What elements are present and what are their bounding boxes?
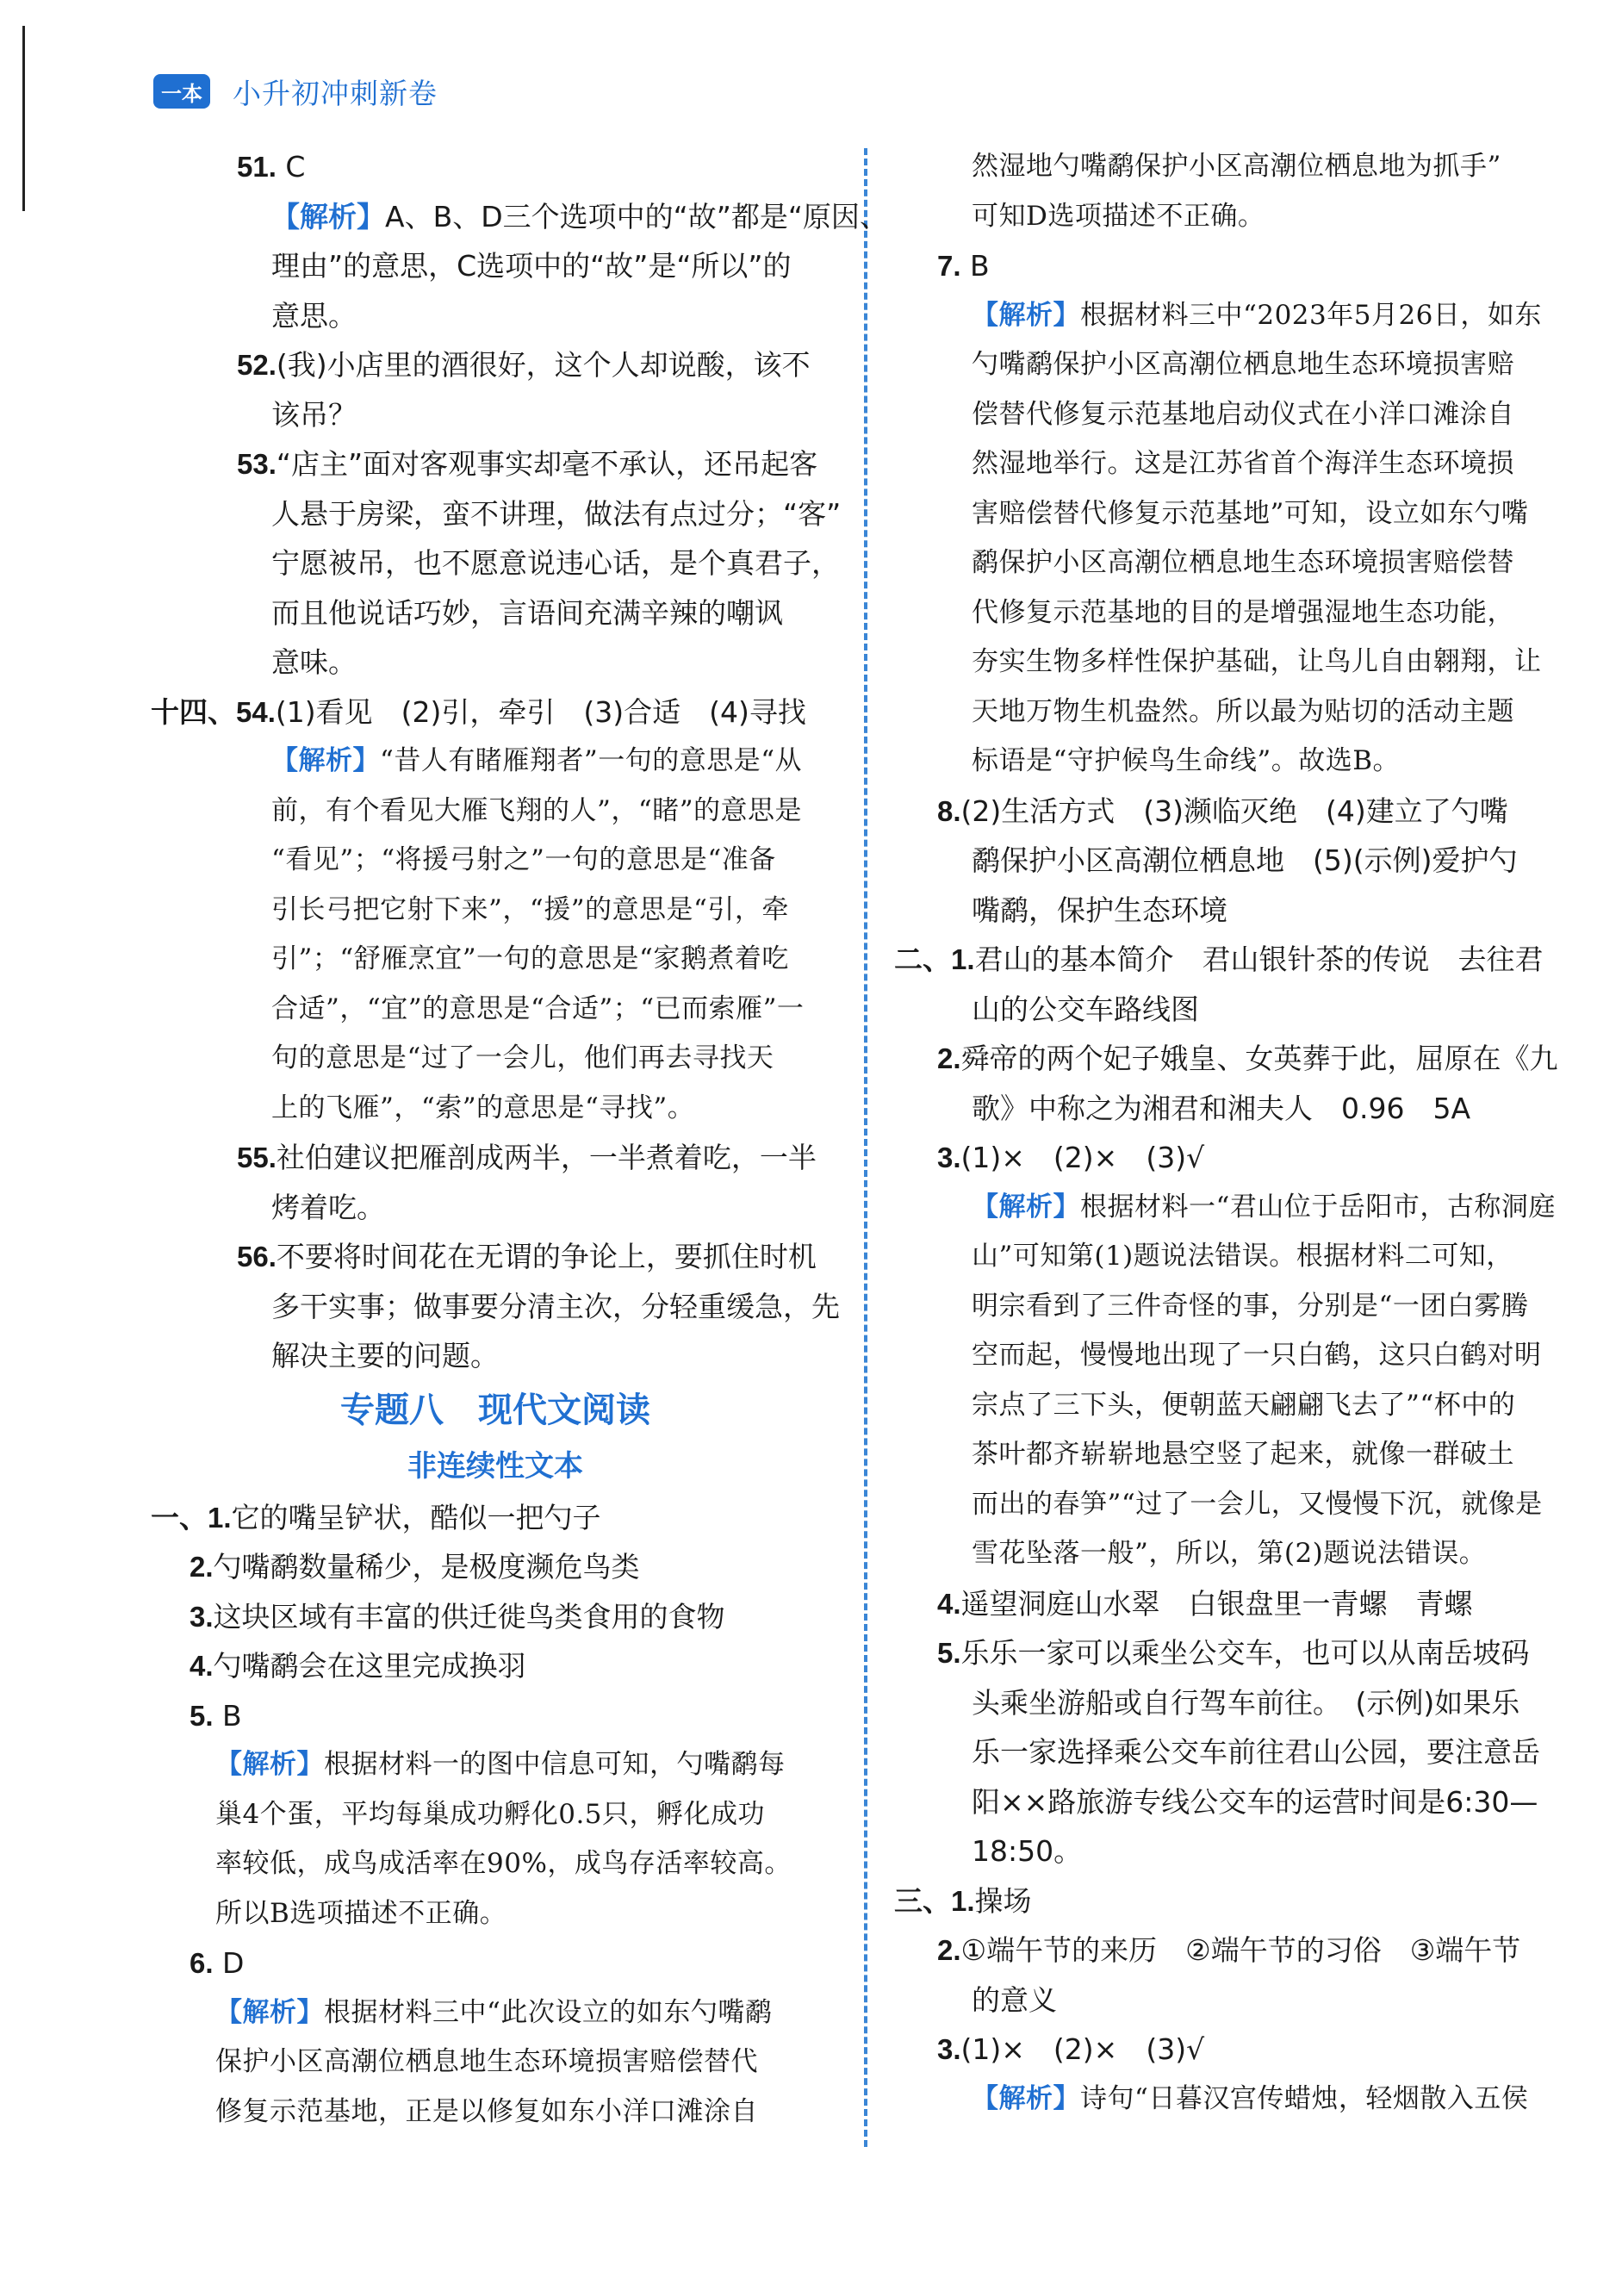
line-text: 勺嘴鹬会在这里完成换羽 [213, 1649, 526, 1683]
text-line [886, 1133, 1575, 1183]
text-line [886, 1628, 1575, 1678]
line-text: 多干实事；做事要分清主次，分轻重缓急，先 [271, 1289, 840, 1323]
text-line [886, 2075, 1575, 2125]
line-text: 乐乐一家可以乘坐公交车，也可以从南岳坡码 [960, 1636, 1530, 1670]
text-line [151, 1988, 840, 2038]
line-text: 根据材料三中“此次设立的如东勺嘴鹬 [324, 1996, 773, 2028]
question-number: 52. [237, 349, 277, 381]
text-line [886, 2025, 1575, 2075]
line-text: 解决主要的问题。 [271, 1339, 499, 1372]
text-line [886, 985, 1575, 1035]
line-text: 保护小区高潮位栖息地生态环境损害赔偿替代 [215, 2046, 758, 2077]
text-line [151, 1641, 840, 1691]
line-text: 烤着吃。 [271, 1190, 385, 1224]
page-edge-line [22, 26, 25, 211]
text-line [886, 1678, 1575, 1728]
question-number: 2. [190, 1551, 214, 1583]
series-title: 小升初冲刺新卷 [233, 76, 438, 110]
text-line [886, 1727, 1575, 1777]
line-text: C [276, 150, 306, 184]
text-line [151, 1034, 840, 1084]
question-number: 6. [190, 1947, 214, 1979]
line-text: 嘴鹬，保护生态环境 [972, 893, 1227, 927]
text-line [151, 787, 840, 837]
text-line [886, 836, 1575, 886]
line-text: B [213, 1698, 242, 1733]
line-text: 18:50。 [972, 1834, 1083, 1868]
text-line [151, 886, 840, 936]
text-line [151, 985, 840, 1035]
line-text: 而出的春笋”“过了一会儿，又慢慢下沉，就像是 [972, 1488, 1543, 1520]
text-line [151, 1084, 840, 1134]
text-line [886, 390, 1575, 440]
line-text: 这块区域有丰富的供迁徙鸟类食用的食物 [213, 1599, 725, 1633]
text-line [886, 538, 1575, 588]
question-number: 十四、54. [151, 695, 276, 728]
line-text: 引长弓把它射下来”，“援”的意思是“引，牵 [271, 893, 789, 925]
text-line [151, 1331, 840, 1381]
line-text: 句的意思是“过了一会儿，他们再去寻找天 [271, 1042, 774, 1073]
line-text: 宁愿被吊，也不愿意说违心话，是个真君子， [271, 546, 840, 580]
text-line [151, 489, 840, 539]
text-line [886, 192, 1575, 242]
line-text: 歌》中称之为湘君和湘夫人 0.96 5A [972, 1091, 1471, 1125]
text-line [151, 2088, 840, 2137]
question-number: 二、1. [894, 943, 975, 975]
line-text: 山”可知第(1)题说法错误。根据材料二可知， [972, 1241, 1513, 1272]
text-line [151, 1740, 840, 1790]
question-number: 3. [937, 2033, 961, 2065]
text-line [886, 340, 1575, 390]
text-line [151, 142, 840, 192]
line-text: 遥望洞庭山水翠 白银盘里一青螺 青螺 [960, 1586, 1473, 1621]
line-text: “店主”面对客观事实却毫不承认，还吊起客 [276, 447, 818, 481]
text-line [886, 787, 1575, 837]
line-text: 阳××路旅游专线公交车的运营时间是6:30— [972, 1784, 1538, 1819]
text-line [886, 1183, 1575, 1233]
line-text: 宗点了三下头，便朝蓝天翩翩飞去了”“杯中的 [972, 1389, 1516, 1421]
question-number: 53. [237, 448, 277, 480]
line-text: 夯实生物多样性保护基础，让鸟儿自由翱翔，让 [972, 646, 1542, 677]
line-text: 茶叶都齐崭崭地悬空竖了起来，就像一群破土 [972, 1439, 1514, 1470]
line-text: 而且他说话巧妙，言语间充满辛辣的嘲讽 [271, 595, 783, 630]
line-text: 鹬保护小区高潮位栖息地 (5)(示例)爱护勺 [972, 843, 1518, 877]
analysis-tag: 【解析】 [271, 745, 380, 776]
question-number: 55. [237, 1142, 277, 1173]
line-text: 意思。 [271, 298, 357, 333]
analysis-tag: 【解析】 [271, 199, 385, 233]
text-line [886, 1579, 1575, 1629]
text-line [151, 1183, 840, 1233]
line-text: 的意义 [972, 1982, 1057, 2017]
question-number: 7. [937, 250, 961, 282]
text-line [886, 489, 1575, 539]
analysis-tag: 【解析】 [215, 1996, 324, 2028]
text-line [151, 291, 840, 341]
text-line [151, 935, 840, 985]
text-line [886, 1282, 1575, 1332]
text-line [151, 241, 840, 291]
line-text: 巢4个蛋，平均每巢成功孵化0.5只，孵化成功 [215, 1798, 766, 1830]
line-text: 天地万物生机盎然。所以最为贴切的活动主题 [972, 695, 1514, 727]
text-line [151, 1542, 840, 1592]
line-text: 该吊？ [271, 397, 357, 432]
text-line [151, 1938, 840, 1988]
section-subheading: 非连续性文本 [407, 1448, 583, 1484]
line-text: (2)生活方式 (3)濒临灭绝 (4)建立了勺嘴 [960, 793, 1508, 828]
section-heading: 专题八 现代文阅读 [340, 1390, 650, 1430]
line-text: 所以B选项描述不正确。 [215, 1897, 507, 1929]
question-number: 2. [937, 1934, 961, 1966]
line-text: 偿替代修复示范基地启动仪式在小洋口滩涂自 [972, 398, 1514, 430]
line-text: 鹬保护小区高潮位栖息地生态环境损害赔偿替 [972, 547, 1514, 578]
line-text: 合适”，“宜”的意思是“合适”；“已而索雁”一 [271, 992, 805, 1024]
text-line [151, 588, 840, 638]
line-text: (1)× (2)× (3)√ [960, 1141, 1205, 1174]
text-line [886, 1034, 1575, 1084]
question-number: 56. [237, 1241, 277, 1272]
line-text: A、B、D三个选项中的“故”都是“原因、 [385, 199, 888, 233]
text-line [151, 638, 840, 688]
question-number: 5. [190, 1699, 214, 1732]
line-text: 率较低，成鸟成活率在90%，成鸟存活率较高。 [215, 1848, 792, 1879]
analysis-tag: 【解析】 [972, 299, 1080, 331]
text-line [151, 1282, 840, 1332]
text-line [151, 1232, 840, 1282]
line-text: 然湿地举行。这是江苏省首个海洋生态环境损 [972, 448, 1514, 479]
text-line [886, 737, 1575, 787]
question-number: 8. [937, 794, 961, 827]
line-text: 社伯建议把雁剖成两半，一半煮着吃，一半 [276, 1141, 817, 1174]
question-number: 3. [937, 1142, 961, 1173]
line-text: 害赔偿替代修复示范基地”可知，设立如东勺嘴 [972, 497, 1529, 529]
line-text: 舜帝的两个妃子娥皇、女英葬于此，屈原在《九 [960, 1042, 1558, 1075]
line-text: 前，有个看见大雁飞翔的人”，“睹”的意思是 [271, 794, 803, 826]
text-line [886, 1876, 1575, 1926]
text-line [886, 1331, 1575, 1381]
line-text: 诗句“日暮汉宫传蜡烛，轻烟散入五侯 [1080, 2082, 1529, 2114]
text-line [151, 1839, 840, 1889]
text-line [151, 688, 840, 737]
text-line [886, 291, 1575, 341]
text-line [886, 1480, 1575, 1530]
text-line [886, 1430, 1575, 1480]
line-text: 修复示范基地，正是以修复如东小洋口滩涂自 [215, 2095, 758, 2127]
line-text: “昔人有睹雁翔者”一句的意思是“从 [380, 745, 803, 776]
text-line [886, 638, 1575, 688]
text-line [886, 1381, 1575, 1431]
page-header [153, 71, 438, 112]
text-line [886, 588, 1575, 638]
line-text: 根据材料三中“2023年5月26日，如东 [1080, 299, 1542, 331]
question-number: 3. [190, 1600, 214, 1633]
line-text: B [960, 249, 990, 283]
line-text: 人悬于房梁，蛮不讲理，做法有点过分；“客” [271, 496, 842, 531]
line-text: (1)× (2)× (3)√ [960, 2032, 1205, 2066]
text-line [886, 1826, 1575, 1876]
text-line [886, 1232, 1575, 1282]
line-text: 代修复示范基地的目的是增强湿地生态功能， [972, 596, 1514, 628]
text-line [151, 2038, 840, 2088]
line-text: 雪花坠落一般”，所以，第(2)题说法错误。 [972, 1538, 1487, 1569]
text-line [151, 340, 840, 390]
line-text: 君山的基本简介 君山银针茶的传说 去往君 [974, 943, 1544, 976]
line-text: 根据材料一的图中信息可知，勺嘴鹬每 [324, 1749, 786, 1780]
publisher-logo: 一本 [153, 74, 210, 109]
line-text: 引”；“舒雁烹宜”一句的意思是“家鹅煮着吃 [271, 943, 789, 974]
line-text: 山的公交车路线图 [972, 992, 1199, 1026]
text-line [151, 836, 840, 886]
line-text: D [213, 1946, 245, 1980]
line-text: (我)小店里的酒很好，这个人却说酸，该不 [276, 348, 811, 382]
question-number: 三、1. [894, 1884, 975, 1917]
text-line [151, 1493, 840, 1543]
line-text: 勺嘴鹬保护小区高潮位栖息地生态环境损害赔 [972, 349, 1514, 380]
line-text: 勺嘴鹬数量稀少，是极度濒危鸟类 [213, 1550, 640, 1584]
text-line [151, 1691, 840, 1741]
text-line [151, 538, 840, 588]
text-line [886, 241, 1575, 291]
line-text: 意味。 [271, 645, 357, 679]
text-line [886, 886, 1575, 936]
text-line [886, 1777, 1575, 1827]
text-line [886, 688, 1575, 737]
line-text: 空而起，慢慢地出现了一只白鹤，这只白鹤对明 [972, 1340, 1542, 1371]
question-number: 一、1. [151, 1501, 232, 1534]
text-line [151, 1592, 840, 1642]
line-text: 理由”的意思，C选项中的“故”是“所以”的 [271, 249, 792, 283]
line-text: 可知D选项描述不正确。 [972, 200, 1265, 232]
left-column [151, 142, 888, 2137]
text-line [151, 192, 888, 242]
analysis-tag: 【解析】 [215, 1749, 324, 1780]
text-line [151, 390, 840, 440]
line-text: ①端午节的来历 ②端午节的习俗 ③端午节 [960, 1933, 1521, 1967]
question-number: 2. [937, 1042, 961, 1074]
line-text: (1)看见 (2)引，牵引 (3)合适 (4)寻找 [275, 694, 806, 729]
text-line [886, 1529, 1575, 1579]
line-text: 不要将时间花在无谓的争论上，要抓住时机 [276, 1240, 817, 1273]
text-line [151, 1790, 840, 1840]
text-line [886, 142, 1575, 192]
analysis-tag: 【解析】 [972, 2082, 1080, 2114]
line-text: 头乘坐游船或自行驾车前往。 (示例)如果乐 [972, 1685, 1520, 1720]
analysis-tag: 【解析】 [972, 1191, 1080, 1223]
question-number: 4. [190, 1650, 214, 1682]
line-text: 然湿地勺嘴鹬保护小区高潮位栖息地为抓手” [972, 151, 1501, 182]
text-line [886, 1976, 1575, 2025]
line-text: 明宗看到了三件奇怪的事，分别是“一团白雾腾 [972, 1290, 1529, 1322]
question-number: 5. [937, 1637, 961, 1669]
question-number: 51. [237, 151, 277, 183]
line-text: 上的飞雁”，“索”的意思是“寻找”。 [271, 1092, 695, 1123]
line-text: 它的嘴呈铲状，酷似一把勺子 [231, 1500, 601, 1534]
line-text: “看见”；“将援弓射之”一句的意思是“准备 [271, 844, 776, 875]
text-line [886, 439, 1575, 489]
line-text: 标语是“守护候鸟生命线”。故选B。 [972, 745, 1400, 776]
text-line [886, 1926, 1575, 1976]
text-line [151, 737, 840, 787]
text-line [886, 1084, 1575, 1134]
line-text: 乐一家选择乘公交车前往君山公园，要注意岳 [972, 1735, 1540, 1769]
text-line [886, 935, 1575, 985]
question-number: 4. [937, 1587, 961, 1620]
column-divider [864, 148, 867, 2147]
text-line [151, 439, 840, 489]
line-text: 根据材料一“君山位于岳阳市，古称洞庭 [1080, 1191, 1556, 1223]
line-text: 操场 [974, 1883, 1032, 1918]
text-line [151, 1133, 840, 1183]
right-column [886, 142, 1575, 2124]
text-line [151, 1889, 840, 1939]
